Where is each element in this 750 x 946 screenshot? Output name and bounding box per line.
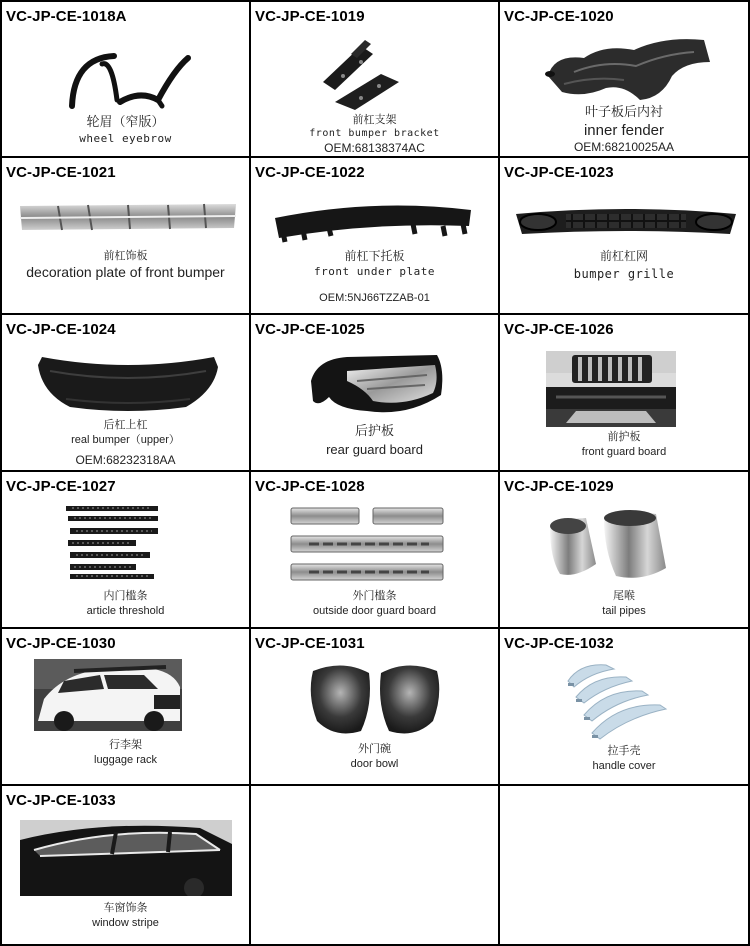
product-name-en: tail pipes [602,605,646,617]
front-bumper-decoration-plate-image [18,198,238,236]
product-cell-1025 [251,315,500,472]
door-bowl-image [307,659,443,739]
product-oem: OEM:5NJ66TZZAB-01 [319,292,430,304]
tail-pipes-image [546,508,676,584]
product-name-en: bumper grille [573,267,675,281]
product-cell-1023 [500,158,748,315]
product-name-en: handle cover [592,760,656,772]
product-name-cn: 行李架 [109,738,142,751]
product-name-en: wheel eyebrow [79,132,172,145]
product-name-en: front guard board [581,446,667,458]
product-name-en: outside door guard board [313,605,436,617]
product-cell-1032 [500,629,748,786]
front-bumper-bracket-image [321,32,431,112]
product-name-cn: 前杠杠网 [599,249,648,263]
product-code: VC-JP-CE-1031 [255,635,365,652]
rear-guard-board-image [307,351,447,419]
product-cell-1022 [251,158,500,315]
product-code: VC-JP-CE-1022 [255,164,365,181]
outside-door-guard-board-image [289,506,449,584]
product-name-cn: 拉手壳 [607,744,641,757]
product-name-cn: 内门槛条 [103,589,148,602]
product-code: VC-JP-CE-1028 [255,478,365,495]
product-name-cn: 车窗饰条 [103,901,148,914]
luggage-rack-image [34,659,182,731]
product-code: VC-JP-CE-1029 [504,478,614,495]
wheel-eyebrow-image [62,50,192,110]
product-oem: OEM:68232318AA [75,453,176,467]
product-code: VC-JP-CE-1020 [504,8,614,25]
product-name-cn: 后杠上杠 [103,418,148,431]
product-name-en: rear guard board [326,442,423,457]
product-cell-1028 [251,472,500,629]
product-name-cn: 前杠支架 [352,113,397,126]
product-name-cn: 外门槛条 [352,589,397,602]
product-cell-1021 [2,158,251,315]
product-cell-1033 [2,786,251,944]
empty-cell [251,786,500,944]
product-code: VC-JP-CE-1021 [6,164,116,181]
product-name-cn: 前护板 [607,430,641,443]
empty-cell [500,786,748,944]
product-code: VC-JP-CE-1026 [504,321,614,338]
product-cell-1031 [251,629,500,786]
product-cell-1024 [2,315,251,472]
product-name-cn: 轮眉（窄版） [86,115,165,130]
product-code: VC-JP-CE-1027 [6,478,116,495]
product-name-cn: 后护板 [354,424,394,439]
product-cell-1029 [500,472,748,629]
product-code: VC-JP-CE-1018A [6,8,127,25]
product-name-en: real bumper（upper） [71,434,180,446]
inner-fender-image [544,32,714,104]
front-under-plate-image [273,196,473,248]
product-name-en: door bowl [350,758,399,770]
product-name-cn: 尾喉 [613,589,635,602]
product-cell-1027 [2,472,251,629]
product-name-en: inner fender [583,122,665,139]
product-oem: OEM:68138374AC [324,141,425,155]
product-cell-1018a [2,2,251,158]
product-name-en: front bumper bracket [309,128,440,139]
product-code: VC-JP-CE-1025 [255,321,365,338]
front-guard-board-image [546,351,676,427]
handle-cover-image [560,659,680,743]
product-name-en: luggage rack [94,754,157,766]
product-code: VC-JP-CE-1023 [504,164,614,181]
product-name-en: window stripe [92,917,159,929]
product-code: VC-JP-CE-1019 [255,8,365,25]
product-name-en: decoration plate of front bumper [26,264,225,280]
product-code: VC-JP-CE-1030 [6,635,116,652]
product-code: VC-JP-CE-1033 [6,792,116,809]
product-cell-1020 [500,2,748,158]
product-cell-1030 [2,629,251,786]
product-name-en: front under plate [313,265,436,278]
product-name-cn: 前杠饰板 [103,249,148,262]
product-cell-1026 [500,315,748,472]
article-threshold-image [62,504,166,580]
product-name-cn: 外门碗 [358,742,391,755]
product-cell-1019 [251,2,500,158]
product-name-cn: 叶子板后内衬 [584,105,663,120]
product-code: VC-JP-CE-1032 [504,635,614,652]
product-code: VC-JP-CE-1024 [6,321,116,338]
bumper-grille-image [512,202,740,238]
window-stripe-image [20,820,232,896]
product-name-cn: 前杠下托板 [344,249,405,263]
rear-bumper-upper-image [36,351,220,417]
product-oem: OEM:68210025AA [573,140,675,154]
product-name-en: article threshold [86,605,165,617]
